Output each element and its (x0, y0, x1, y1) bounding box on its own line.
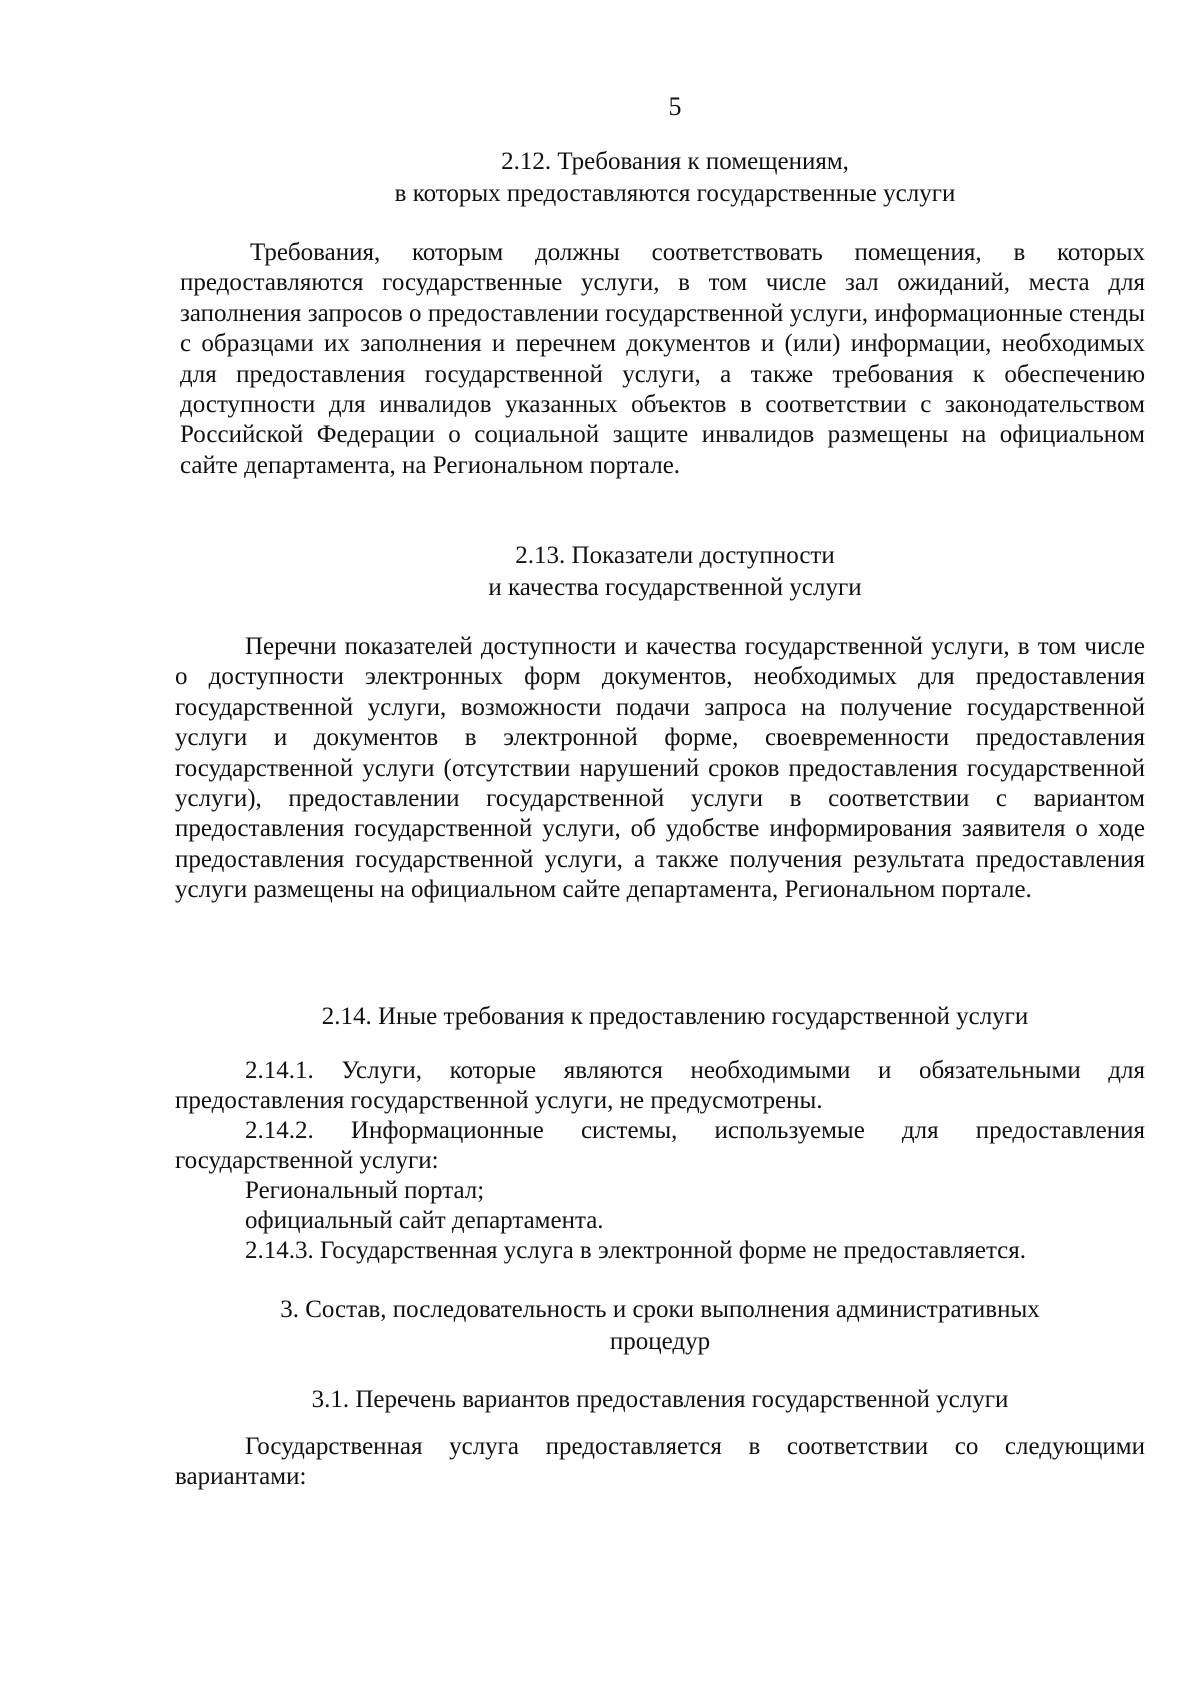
paragraph-2-13: Перечни показателей доступности и качества государственной услуги, в том числе о доступности электронных форм документов, необходимых для предоставления государственной услуги, возможности подачи запроса на получение государственной услуги и документов в электронной форме, своевременности предоставления государственной услуги (отсутствии нарушений сроков предоставления государственной услуги), предоставлении государственной услуги в соответствии с вариантом предоставления государственной услуги, об удобстве информирования заявителя о ходе предоставления государственной услуги, а также получения результата предоставления услуги размещены на официальном сайте департамента, Региональном портале. (175, 633, 1145, 904)
heading-2-14: 2.14. Иные требования к предоставлению государственной услуги (321, 1003, 1029, 1030)
item-2-14-2: 2.14.2. Информационные системы, используемые для предоставления государственной услуги: (175, 1117, 1145, 1175)
system-regional-portal: Региональный портал; (245, 1177, 485, 1204)
item-2-14-3: 2.14.3. Государственная услуга в электронной форме не предоставляется. (245, 1237, 1027, 1264)
heading-2-13 (170, 540, 1180, 604)
heading-section-3-line2: процедур (609, 1328, 711, 1355)
paragraph-2-12: Требования, которым должны соответствовать помещения, в которых предоставляются государственные услуги, в том числе зал ожиданий, места для заполнения запросов о предоставлении государственной услуги, информационные стенды с образцами их заполнения и перечнем документов и (или) информации, необходимых для предоставления государственной услуги, а также требования к обеспечению доступности для инвалидов указанных объектов в соответствии с законодательством Российской Федерации о социальной защите инвалидов размещены на официальном сайте департамента, на Региональном портале. (180, 239, 1145, 479)
page-number: 5 (668, 92, 682, 121)
heading-2-13-line2: и качества государственной услуги (488, 574, 862, 601)
heading-section-3 (175, 1294, 1145, 1358)
heading-section-3-line1: 3. Состав, последовательность и сроки выполнения административных (280, 1296, 1040, 1323)
heading-3-1: 3.1. Перечень вариантов предоставления государственной услуги (311, 1386, 1009, 1413)
paragraph-3-1: Государственная услуга предоставляется в соответствии со следующими вариантами: (175, 1433, 1145, 1491)
heading-2-12-line2: в которых предоставляются государственные услуги (394, 180, 956, 207)
heading-2-13-line1: 2.13. Показатели доступности (515, 542, 835, 569)
system-official-site: официальный сайт департамента. (245, 1207, 604, 1234)
heading-2-12 (170, 146, 1180, 210)
heading-2-12-line1: 2.12. Требования к помещениям, (501, 148, 849, 175)
item-2-14-1: 2.14.1. Услуги, которые являются необходимыми и обязательными для предоставления государственной услуги, не предусмотрены. (175, 1057, 1145, 1115)
